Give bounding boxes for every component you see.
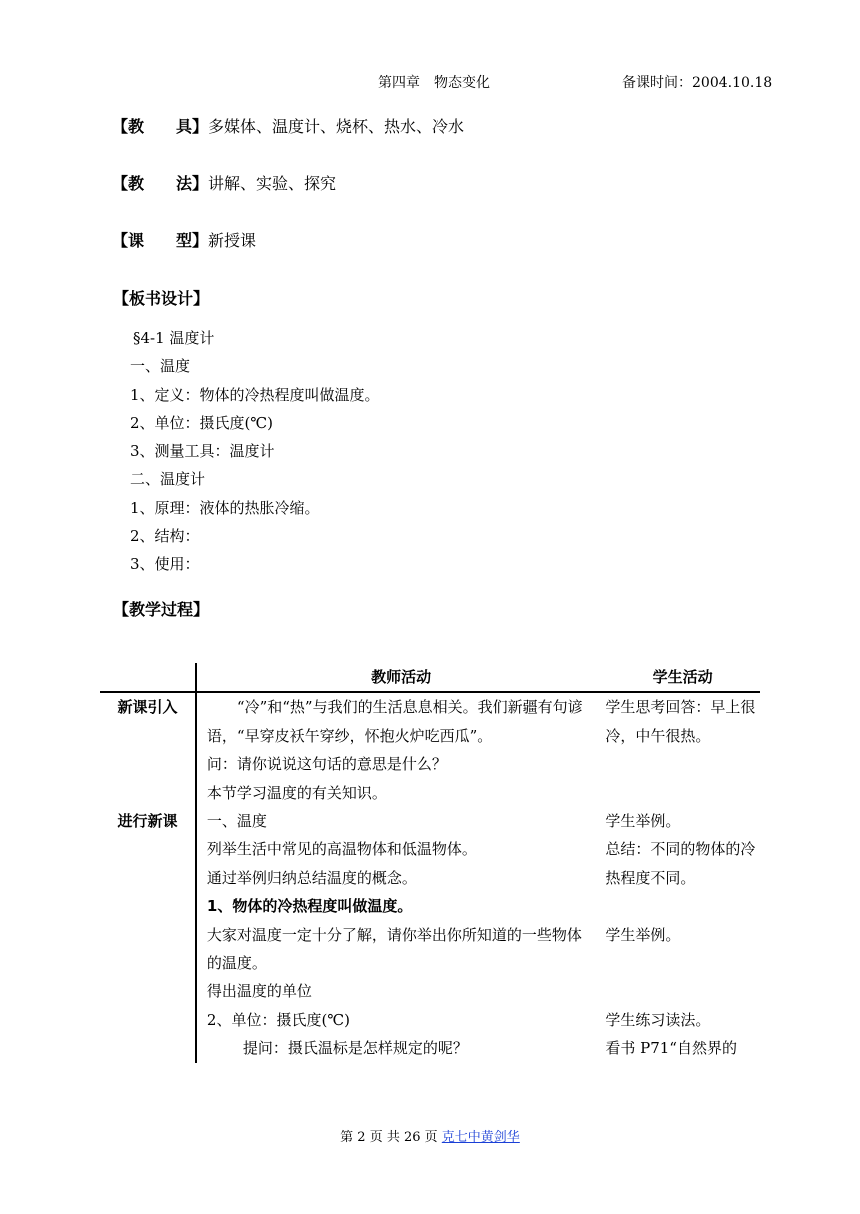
teacher-activity: [196, 692, 595, 807]
student-line: 学生练习读法。: [605, 1010, 711, 1029]
teacher-line: 本节学习温度的有关知识。: [206, 783, 387, 802]
spacer: [605, 949, 760, 1006]
teacher-line: 2、单位：摄氏度(℃): [206, 1010, 350, 1029]
table-header-row: [100, 663, 760, 692]
teaching-process-title: 【教学过程】: [113, 600, 210, 619]
spacer: [605, 892, 760, 920]
board-line: 一、温度: [130, 357, 191, 376]
teacher-line: 列举生活中常见的高温物体和低温物体。: [206, 840, 477, 859]
board-design-content: [130, 324, 380, 579]
teacher-line: 得出温度的单位: [206, 982, 312, 1001]
meta-label: 【教 具】: [112, 117, 209, 136]
board-line: 1、定义：物体的冷热程度叫做温度。: [130, 385, 380, 404]
page-footer: [0, 1126, 860, 1145]
teacher-line: 问：请你说说这句话的意思是什么？: [206, 755, 447, 774]
stage-label: 进行新课: [117, 812, 178, 831]
board-design-title: 【板书设计】: [113, 289, 210, 308]
board-line: 2、单位：摄氏度(℃): [130, 413, 274, 432]
meta-teaching-tools: [112, 114, 464, 137]
prep-time: 备课时间：2004.10.18: [622, 75, 773, 91]
board-line: 3、使用：: [130, 555, 200, 574]
student-line: 学生举例。: [605, 925, 681, 944]
board-line: 1、原理：液体的热胀冷缩。: [130, 498, 320, 517]
student-activity: 学生思考回答：早上很冷，中午很热。: [605, 698, 756, 745]
meta-label: 【课 型】: [112, 231, 209, 250]
meta-value: 新授课: [208, 231, 257, 250]
meta-value: 多媒体、温度计、烧杯、热水、冷水: [208, 117, 465, 136]
chapter-header: 第四章 物态变化: [378, 75, 490, 91]
student-line: 看书 P71“自然界的: [605, 1039, 737, 1058]
teacher-line: “冷”和“热”与我们的生活息息相关。我们新疆有句谚语，“早穿皮袄午穿纱，怀抱火炉吃西瓜”。: [206, 698, 583, 745]
table-row-intro: [100, 692, 760, 807]
teacher-line: 一、温度: [206, 812, 267, 831]
teacher-line: 大家对温度一定十分了解，请你举出你所知道的一些物体的温度。: [206, 925, 582, 973]
page-number: 第 2 页 共 26 页: [340, 1130, 438, 1145]
header-teacher: 教师活动: [196, 663, 595, 692]
header-student: 学生活动: [595, 663, 760, 692]
meta-lesson-type: [112, 228, 256, 251]
author-link[interactable]: 克七中黄剑华: [441, 1130, 520, 1145]
student-line: 总结：不同的物体的冷热程度不同。: [605, 840, 756, 887]
board-line: 2、结构：: [130, 527, 200, 546]
table-row-newlesson: [100, 807, 760, 1063]
meta-label: 【教 法】: [112, 174, 209, 193]
board-line: 二、温度计: [130, 470, 206, 489]
student-line: 学生举例。: [605, 812, 681, 831]
lesson-table: [100, 663, 760, 1063]
board-line: 3、测量工具：温度计: [130, 442, 275, 461]
teacher-line: 通过举例归纳总结温度的概念。: [206, 868, 417, 887]
stage-label: 新课引入: [117, 698, 178, 717]
meta-teaching-method: [112, 171, 336, 194]
student-activity: [595, 807, 760, 1063]
teacher-line-definition: 1、物体的冷热程度叫做温度。: [206, 897, 413, 916]
teacher-line: 提问：摄氏温标是怎样规定的呢？: [242, 1039, 468, 1058]
board-line: §4-1 温度计: [133, 329, 215, 347]
teacher-activity: [196, 807, 595, 1063]
meta-value: 讲解、实验、探究: [208, 174, 337, 193]
header-stage: [100, 663, 196, 692]
